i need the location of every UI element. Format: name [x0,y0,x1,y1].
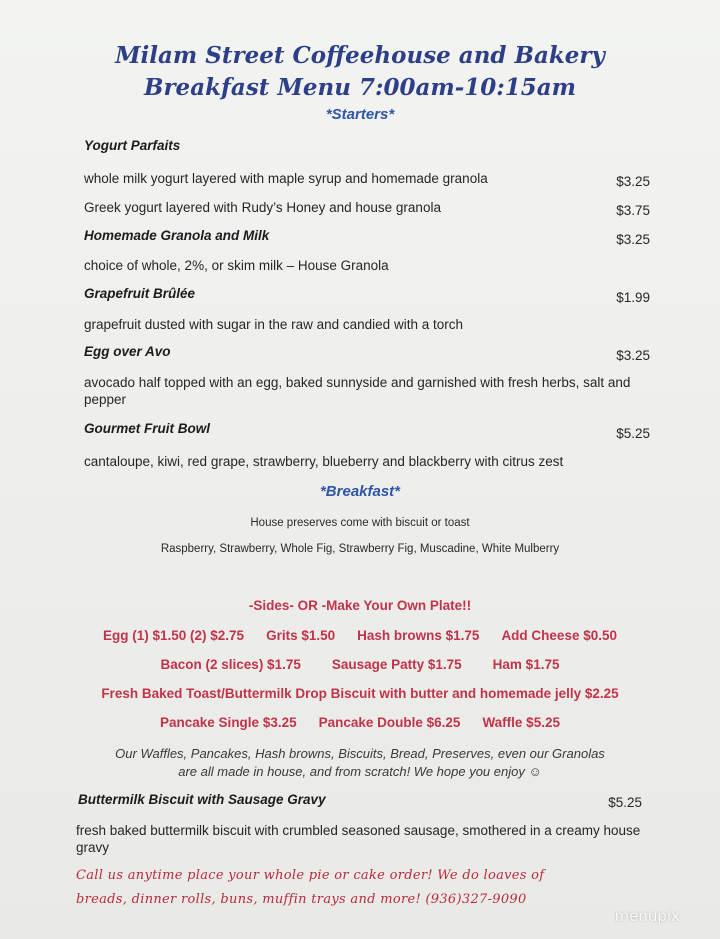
house-made-note-line1: Our Waffles, Pancakes, Hash browns, Biscuits, Bread, Preserves, even our Granolas [115,746,605,761]
yogurt-parfait-whole-price: $3.25 [616,174,650,189]
side-pancake-single: Pancake Single $3.25 [160,715,297,730]
side-egg: Egg (1) $1.50 (2) $2.75 [103,628,245,643]
side-grits: Grits $1.50 [266,628,336,643]
granola-desc: choice of whole, 2%, or skim milk – House Granola [84,258,389,273]
sides-row-2 [0,657,720,672]
side-bacon: Bacon (2 slices) $1.75 [160,657,301,672]
preserves-note: House preserves come with biscuit or toast [250,517,470,529]
grapefruit-desc: grapefruit dusted with sugar in the raw and candied with a torch [84,317,463,332]
house-made-note-line2: are all made in house, and from scratch! We hope you enjoy ☺ [178,764,542,779]
grapefruit-price: $1.99 [616,290,650,305]
sides-row-3 [0,686,720,701]
side-add-cheese: Add Cheese $0.50 [501,628,617,643]
egg-over-avo-title: Egg over Avo [84,344,171,359]
restaurant-name: Milam Street Coffeehouse and Bakery [115,42,605,69]
starters-heading: *Starters* [325,106,395,123]
yogurt-parfaits-title: Yogurt Parfaits [84,138,181,153]
egg-over-avo-desc: avocado half topped with an egg, baked sunnyside and garnished with fresh herbs, salt and pepper [84,375,631,407]
sides-heading: -Sides- OR -Make Your Own Plate!! [248,598,472,613]
side-toast-biscuit: Fresh Baked Toast/Buttermilk Drop Biscuit with butter and homemade jelly $2.25 [101,686,619,701]
menupix-watermark: menupix [614,907,680,925]
order-note-line2: breads, dinner rolls, buns, muffin trays and more! (936)327-9090 [76,892,527,907]
side-pancake-double: Pancake Double $6.25 [318,715,461,730]
biscuit-gravy-price: $5.25 [608,795,642,810]
granola-title: Homemade Granola and Milk [84,228,270,243]
side-waffle: Waffle $5.25 [482,715,560,730]
sides-row-4 [0,715,720,730]
fruit-bowl-desc: cantaloupe, kiwi, red grape, strawberry, blueberry and blackberry with citrus zest [84,454,564,469]
side-ham: Ham $1.75 [492,657,560,672]
biscuit-gravy-title: Buttermilk Biscuit with Sausage Gravy [78,792,326,807]
fruit-bowl-title: Gourmet Fruit Bowl [84,421,210,436]
granola-price: $3.25 [616,232,650,247]
yogurt-parfait-greek-price: $3.75 [616,203,650,218]
side-sausage-patty: Sausage Patty $1.75 [331,657,462,672]
yogurt-parfait-greek-desc: Greek yogurt layered with Rudy’s Honey and house granola [84,200,441,215]
egg-over-avo-price: $3.25 [616,348,650,363]
menu-title: Breakfast Menu 7:00am-10:15am [144,74,576,101]
side-hash-browns: Hash browns $1.75 [357,628,480,643]
breakfast-heading: *Breakfast* [319,483,401,500]
preserves-list: Raspberry, Strawberry, Whole Fig, Strawberry Fig, Muscadine, White Mulberry [160,543,560,555]
sides-row-1 [0,628,720,643]
order-note-line1: Call us anytime place your whole pie or cake order! We do loaves of [76,868,545,883]
yogurt-parfait-whole-desc: whole milk yogurt layered with maple syrup and homemade granola [84,171,488,186]
fruit-bowl-price: $5.25 [616,426,650,441]
grapefruit-title: Grapefruit Brûlée [84,286,196,301]
biscuit-gravy-desc: fresh baked buttermilk biscuit with crumbled seasoned sausage, smothered in a creamy house gravy [76,823,641,855]
